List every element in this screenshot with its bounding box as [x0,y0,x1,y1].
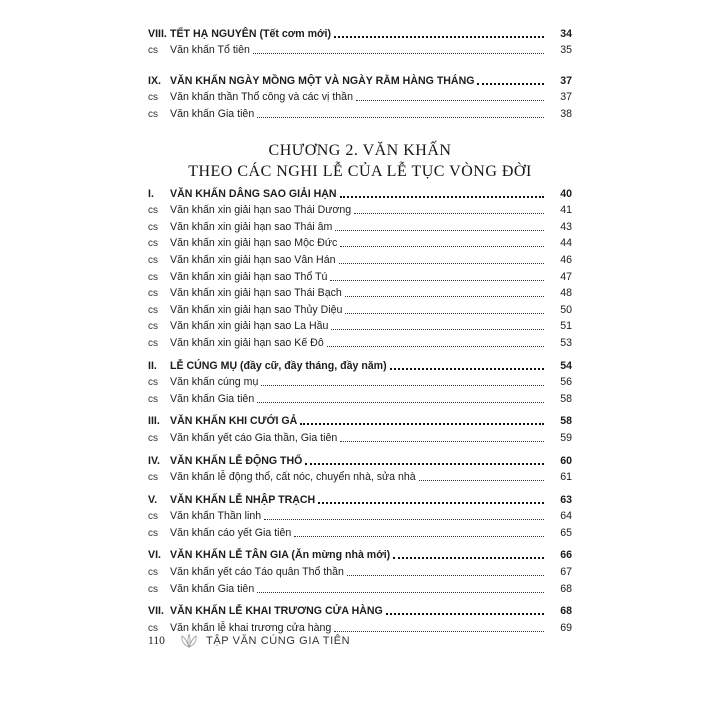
chapter-heading [148,140,572,182]
page-number: 41 [560,204,572,217]
toc-item-row [148,317,572,334]
dot-leader [334,631,544,632]
toc-item-row [148,373,572,390]
item-title: Văn khấn thần Thổ công và các vị thần [170,91,353,104]
item-title: Văn khấn Tổ tiên [170,44,250,57]
dot-leader [294,536,544,537]
bullet-icon: cs [148,567,158,579]
section-title: VĂN KHẤN DÂNG SAO GIẢI HẠN [170,187,337,200]
dot-leader [340,441,544,442]
item-title: Văn khấn xin giải hạn sao Thái Bạch [170,287,342,300]
page-number: 51 [560,320,572,333]
page-number: 40 [560,187,572,200]
dot-leader [339,263,545,264]
bullet-icon: cs [148,288,158,300]
item-title: Văn khấn Thần linh [170,510,262,523]
section-title: VĂN KHẤN LỄ ĐỘNG THỔ [170,454,303,467]
item-title: Văn khấn Gia tiên [170,107,255,120]
toc-section-row [148,490,572,507]
toc-top-list [148,24,572,121]
bullet-icon: cs [148,108,158,120]
toc-item-row [148,300,572,317]
dot-leader [305,463,544,465]
item-title: Văn khấn xin giải hạn sao Kế Đô [170,336,324,349]
page-number: 64 [560,510,572,523]
bullet-icon: cs [148,622,158,634]
dot-leader [345,296,544,297]
section-number: II. [148,359,157,372]
toc-section-row [148,24,572,41]
dot-leader [477,83,544,85]
page-number: 58 [560,415,572,428]
dot-leader [257,402,544,403]
page-number: 34 [560,27,572,40]
page-number: 66 [560,549,572,562]
dot-leader [354,213,544,214]
bullet-icon: cs [148,238,158,250]
item-title: Văn khấn cúng mụ [170,376,259,389]
page-number: 56 [560,376,572,389]
item-title: Văn khấn xin giải hạn sao Thái âm [170,220,333,233]
toc-item-row [148,468,572,485]
dot-leader [331,329,544,330]
section-title: TẾT HẠ NGUYÊN (Tết cơm mới) [170,27,332,40]
bullet-icon: cs [148,221,158,233]
bullet-icon: cs [148,321,158,333]
dot-leader [300,423,544,425]
bullet-icon: cs [148,337,158,349]
dot-leader [340,246,544,247]
page-number: 53 [560,336,572,349]
bullet-icon: cs [148,472,158,484]
toc-item-row [148,428,572,445]
item-title: Văn khấn xin giải hạn sao Vân Hán [170,253,336,266]
page-number: 43 [560,220,572,233]
dot-leader [419,480,544,481]
toc-section-row [148,602,572,619]
item-title: Văn khấn yết cáo Táo quân Thổ thần [170,566,344,579]
section-number: VII. [148,605,164,618]
footer-page-number: 110 [148,635,165,647]
dot-leader [386,613,544,615]
section-title: VĂN KHẤN LỄ TÂN GIA (Ăn mừng nhà mới) [170,549,391,562]
toc-main-list [148,184,572,635]
page-number: 37 [560,74,572,87]
item-title: Văn khấn lễ khai trương cửa hàng [170,621,332,634]
toc-item-row [148,284,572,301]
bullet-icon: cs [148,205,158,217]
toc-item-row [148,523,572,540]
toc-section-row [148,451,572,468]
section-number: IV. [148,454,160,467]
section-title: VĂN KHẤN KHI CƯỚI GẢ [170,415,298,428]
toc-item-row [148,88,572,105]
bullet-icon: cs [148,92,158,104]
bullet-icon: cs [148,393,158,405]
dot-leader [347,575,544,576]
bullet-icon: cs [148,432,158,444]
section-number: V. [148,493,158,506]
toc-item-row [148,507,572,524]
page-number: 37 [560,91,572,104]
toc-section-row [148,184,572,201]
toc-item-row [148,579,572,596]
chapter-title-line-1: CHƯƠNG 2. VĂN KHẤN [268,142,452,159]
item-title: Văn khấn xin giải hạn sao La Hầu [170,320,329,333]
dot-leader [330,280,544,281]
section-number: I. [148,187,154,200]
page-number: 67 [560,566,572,579]
page-number: 50 [560,303,572,316]
dot-leader [261,385,544,386]
dot-leader [356,100,544,101]
dot-leader [393,557,544,559]
item-title: Văn khấn xin giải hạn sao Thái Dương [170,204,352,217]
toc-section-row [148,356,572,373]
toc-item-row [148,201,572,218]
lotus-ornament-icon [178,633,200,649]
section-title: LỄ CÚNG MỤ (đầy cữ, đầy tháng, đầy năm) [170,359,387,372]
dot-leader [335,230,544,231]
page-number: 48 [560,287,572,300]
page-number: 68 [560,605,572,618]
page-number: 59 [560,431,572,444]
item-title: Văn khấn xin giải hạn sao Mộc Đức [170,237,338,250]
item-title: Văn khấn xin giải hạn sao Thổ Tú [170,270,328,283]
dot-leader [390,368,544,370]
section-title: VĂN KHẤN NGÀY MỒNG MỘT VÀ NGÀY RẰM HÀNG THÁNG [170,74,475,87]
bullet-icon: cs [148,304,158,316]
page-number: 69 [560,621,572,634]
toc-section-row [148,546,572,563]
page-number: 35 [560,44,572,57]
page-number: 58 [560,392,572,405]
page-number: 60 [560,454,572,467]
toc-item-row [148,333,572,350]
dot-leader [253,53,544,54]
page-number: 46 [560,253,572,266]
item-title: Văn khấn xin giải hạn sao Thủy Diệu [170,303,343,316]
toc-section-row [148,412,572,429]
toc-item-row [148,234,572,251]
bullet-icon: cs [148,377,158,389]
item-title: Văn khấn yết cáo Gia thần, Gia tiên [170,431,338,444]
section-number: VI. [148,549,161,562]
section-title: VĂN KHẤN LỄ NHẬP TRẠCH [170,493,316,506]
page-number: 54 [560,359,572,372]
item-title: Văn khấn Gia tiên [170,582,255,595]
bullet-icon: cs [148,511,158,523]
dot-leader [345,313,544,314]
bullet-icon: cs [148,254,158,266]
dot-leader [327,346,544,347]
page-number: 44 [560,237,572,250]
section-number: IX. [148,74,161,87]
section-title: VĂN KHẤN LỄ KHAI TRƯƠNG CỬA HÀNG [170,605,383,618]
page-number: 65 [560,526,572,539]
toc-item-row [148,389,572,406]
page-number: 38 [560,107,572,120]
dot-leader [340,196,544,198]
toc-section-row [148,71,572,88]
page-number: 61 [560,471,572,484]
bullet-icon: cs [148,527,158,539]
page-footer [148,632,350,650]
toc-item-row [148,217,572,234]
item-title: Văn khấn cáo yết Gia tiên [170,526,292,539]
dot-leader [257,117,544,118]
toc-item-row [148,104,572,121]
dot-leader [318,502,544,504]
bullet-icon: cs [148,583,158,595]
chapter-title-line-2: THEO CÁC NGHI LỄ CỦA LỄ TỤC VÒNG ĐỜI [188,163,532,180]
toc-item-row [148,41,572,58]
item-title: Văn khấn Gia tiên [170,392,255,405]
page-number: 68 [560,582,572,595]
section-number: III. [148,415,160,428]
dot-leader [257,592,544,593]
toc-item-row [148,562,572,579]
page-number: 63 [560,493,572,506]
footer-book-title: TẬP VĂN CÚNG GIA TIÊN [206,635,351,647]
bullet-icon: cs [148,271,158,283]
bullet-icon: cs [148,45,158,57]
section-number: VIII. [148,27,167,40]
toc-item-row [148,250,572,267]
page-number: 47 [560,270,572,283]
item-title: Văn khấn lễ động thổ, cất nóc, chuyển nhà, sửa nhà [170,471,416,484]
dot-leader [264,519,544,520]
toc-item-row [148,267,572,284]
dot-leader [334,36,544,38]
